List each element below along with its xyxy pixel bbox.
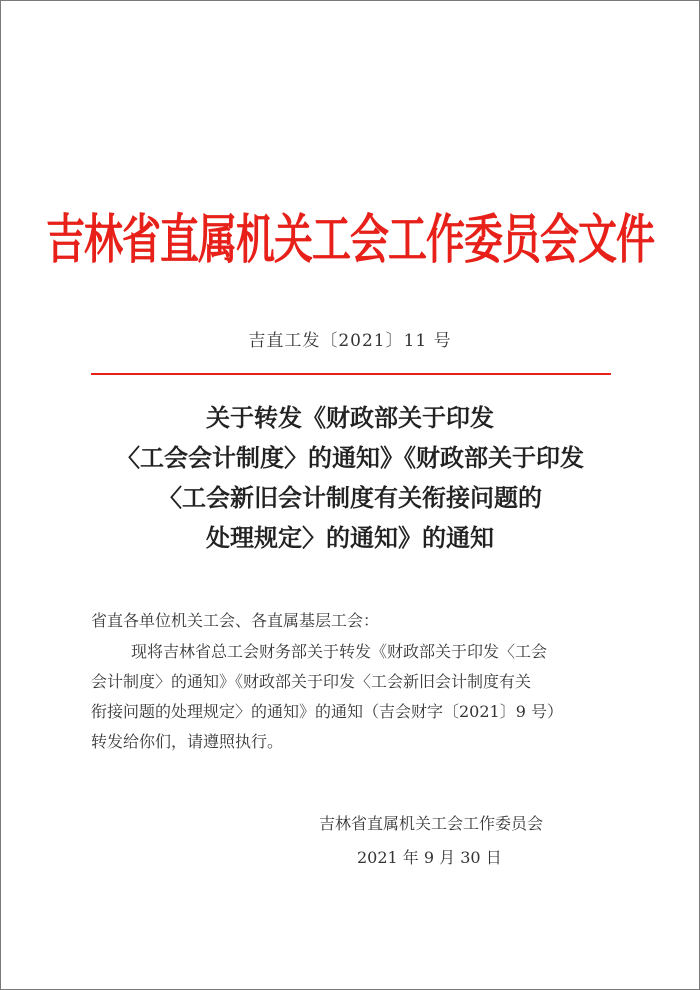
paragraph-line: 转发给你们，请遵照执行。 xyxy=(91,732,284,751)
paragraph-line: 衔接问题的处理规定〉的通知》的通知（吉会财字〔2021〕9 号） xyxy=(91,702,563,721)
document-title xyxy=(1,398,699,558)
red-separator-line xyxy=(91,373,611,375)
title-line: 关于转发《财政部关于印发 xyxy=(206,404,494,432)
title-line: 〈工会会计制度〉的通知》《财政部关于印发 xyxy=(116,444,584,472)
issuer-red-header: 吉林省直属机关工会工作委员会文件 xyxy=(45,210,654,271)
signature-organization: 吉林省直属机关工会工作委员会 xyxy=(319,814,544,833)
salutation: 省直各单位机关工会、各直属基层工会： xyxy=(91,611,380,630)
paragraph-line: 现将吉林省总工会财务部关于转发《财政部关于印发〈工会 xyxy=(131,642,548,661)
document-number: 吉直工发〔2021〕11 号 xyxy=(248,331,452,351)
title-line: 〈工会新旧会计制度有关衔接问题的 xyxy=(158,484,542,512)
body-paragraph xyxy=(91,637,631,757)
paragraph-line: 会计制度〉的通知》《财政部关于印发〈工会新旧会计制度有关 xyxy=(91,672,532,691)
signature-date: 2021 年 9 月 30 日 xyxy=(357,848,502,867)
title-line: 处理规定〉的通知》的通知 xyxy=(206,524,494,552)
